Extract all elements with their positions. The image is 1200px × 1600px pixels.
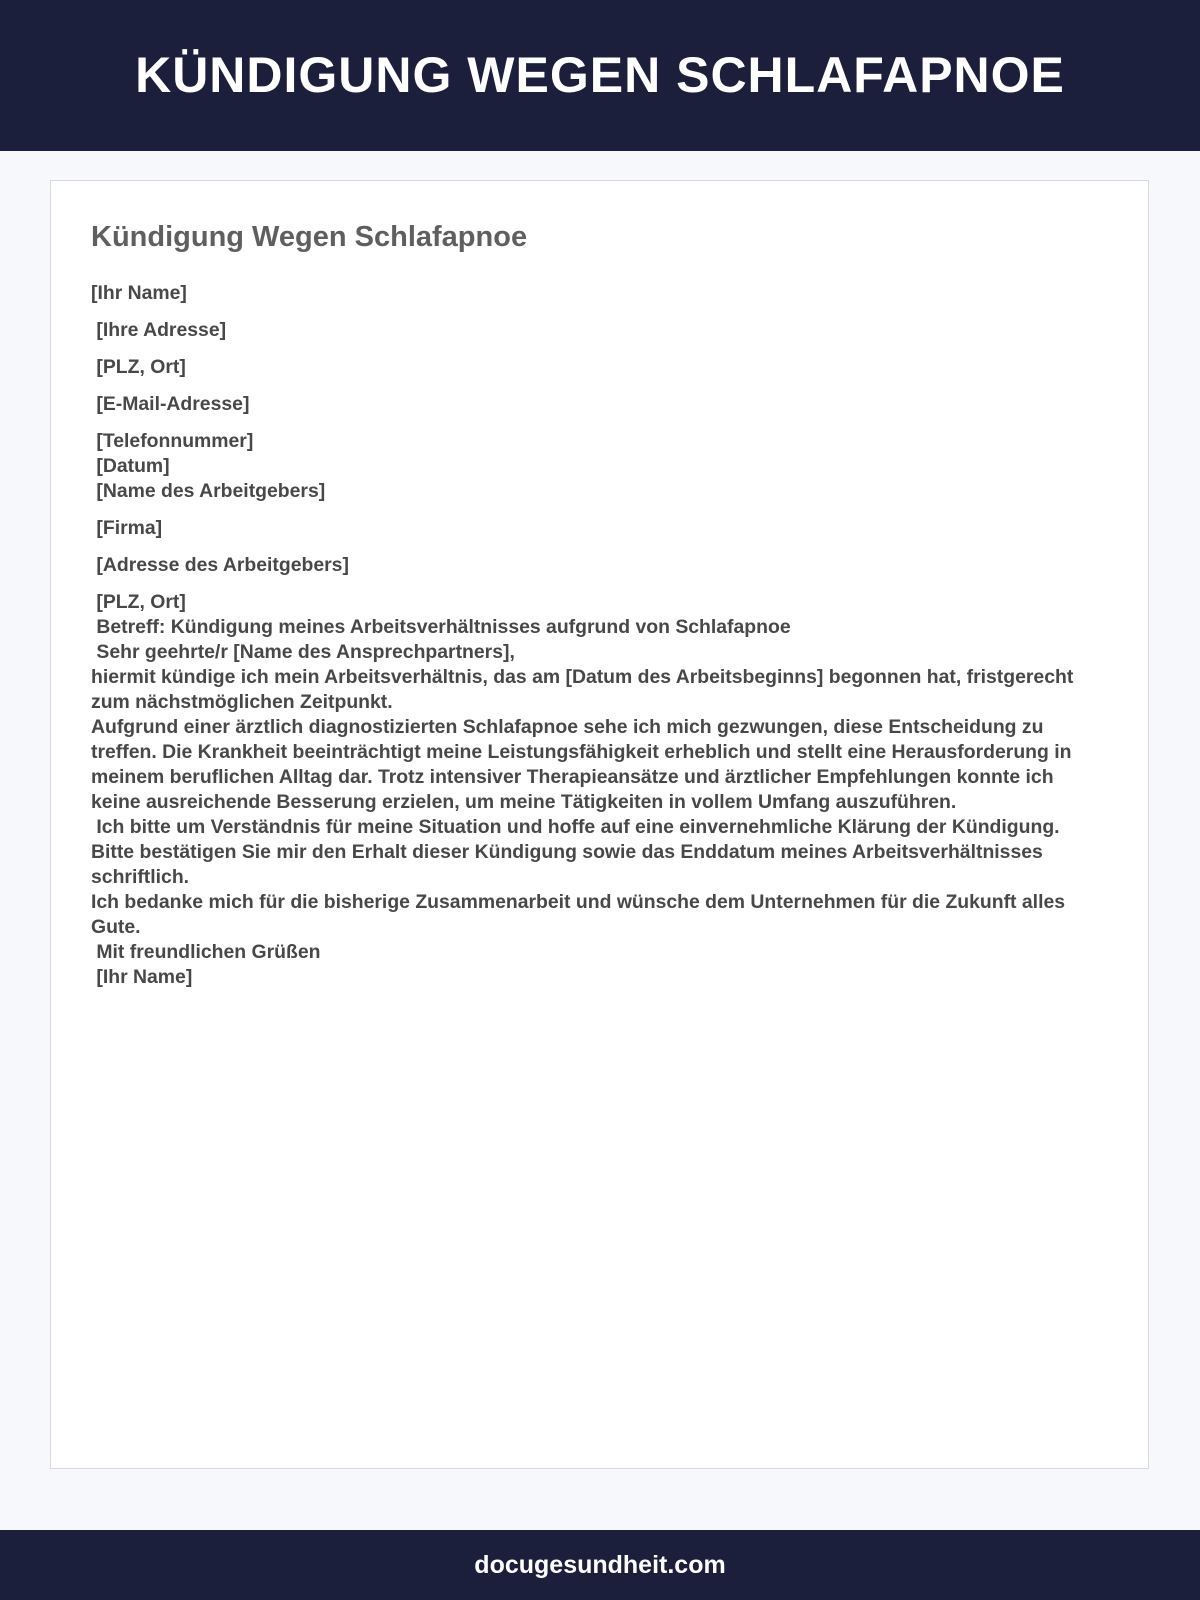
- sender-postal-city: [PLZ, Ort]: [91, 356, 186, 378]
- closing: Mit freundlichen Grüßen: [91, 941, 321, 963]
- letter-body: [91, 281, 1106, 990]
- paragraph-termination: hiermit kündige ich mein Arbeitsverhältnis, das am [Datum des Arbeitsbeginns] begonnen hat, fristgerecht zum nächstmöglichen Zeitpunkt.: [91, 666, 1079, 713]
- sender-address: [Ihre Adresse]: [91, 319, 227, 341]
- paragraph-confirmation: Bitte bestätigen Sie mir den Erhalt dieser Kündigung sowie das Enddatum meines Arbeitsverhältnisses schriftlich.: [91, 841, 1049, 888]
- salutation: Sehr geehrte/r [Name des Ansprechpartners],: [91, 641, 515, 663]
- signature-name: [Ihr Name]: [91, 966, 193, 988]
- employer-postal-city: [PLZ, Ort]: [91, 591, 186, 613]
- sender-name: [Ihr Name]: [91, 282, 187, 304]
- paragraph-thanks: Ich bedanke mich für die bisherige Zusammenarbeit und wünsche dem Unternehmen für die Zukunft alles Gute.: [91, 891, 1071, 938]
- footer-domain: docugesundheit.com: [474, 1550, 726, 1579]
- paragraph-understanding: Ich bitte um Verständnis für meine Situation und hoffe auf eine einvernehmliche Klärung der Kündigung.: [91, 816, 1060, 838]
- employer-company: [Firma]: [91, 517, 163, 539]
- sender-email: [E-Mail-Adresse]: [91, 393, 250, 415]
- header-banner: [0, 0, 1200, 151]
- subject-line: Betreff: Kündigung meines Arbeitsverhältnisses aufgrund von Schlafapnoe: [91, 616, 791, 638]
- letter-card: [50, 180, 1149, 1469]
- paragraph-reason: Aufgrund einer ärztlich diagnostizierten Schlafapnoe sehe ich mich gezwungen, diese Entscheidung zu treffen. Die Krankheit beeinträchtigt meine Leistungsfähigkeit erheblich und stellt eine Herausforderung in meinem beruflichen Alltag dar. Trotz intensiver Therapieansätze und ärztlicher Empfehlungen konnte ich keine ausreichende Besserung erzielen, um meine Tätigkeiten in vollem Umfang auszuführen.: [91, 716, 1077, 813]
- sender-phone: [Telefonnummer]: [91, 430, 254, 452]
- employer-address: [Adresse des Arbeitgebers]: [91, 554, 349, 576]
- letter-date: [Datum]: [91, 455, 170, 477]
- banner-title: KÜNDIGUNG WEGEN SCHLAFAPNOE: [135, 46, 1065, 103]
- document-title: Kündigung Wegen Schlafapnoe: [91, 221, 528, 253]
- employer-name: [Name des Arbeitgebers]: [91, 480, 326, 502]
- footer-banner: [0, 1530, 1200, 1600]
